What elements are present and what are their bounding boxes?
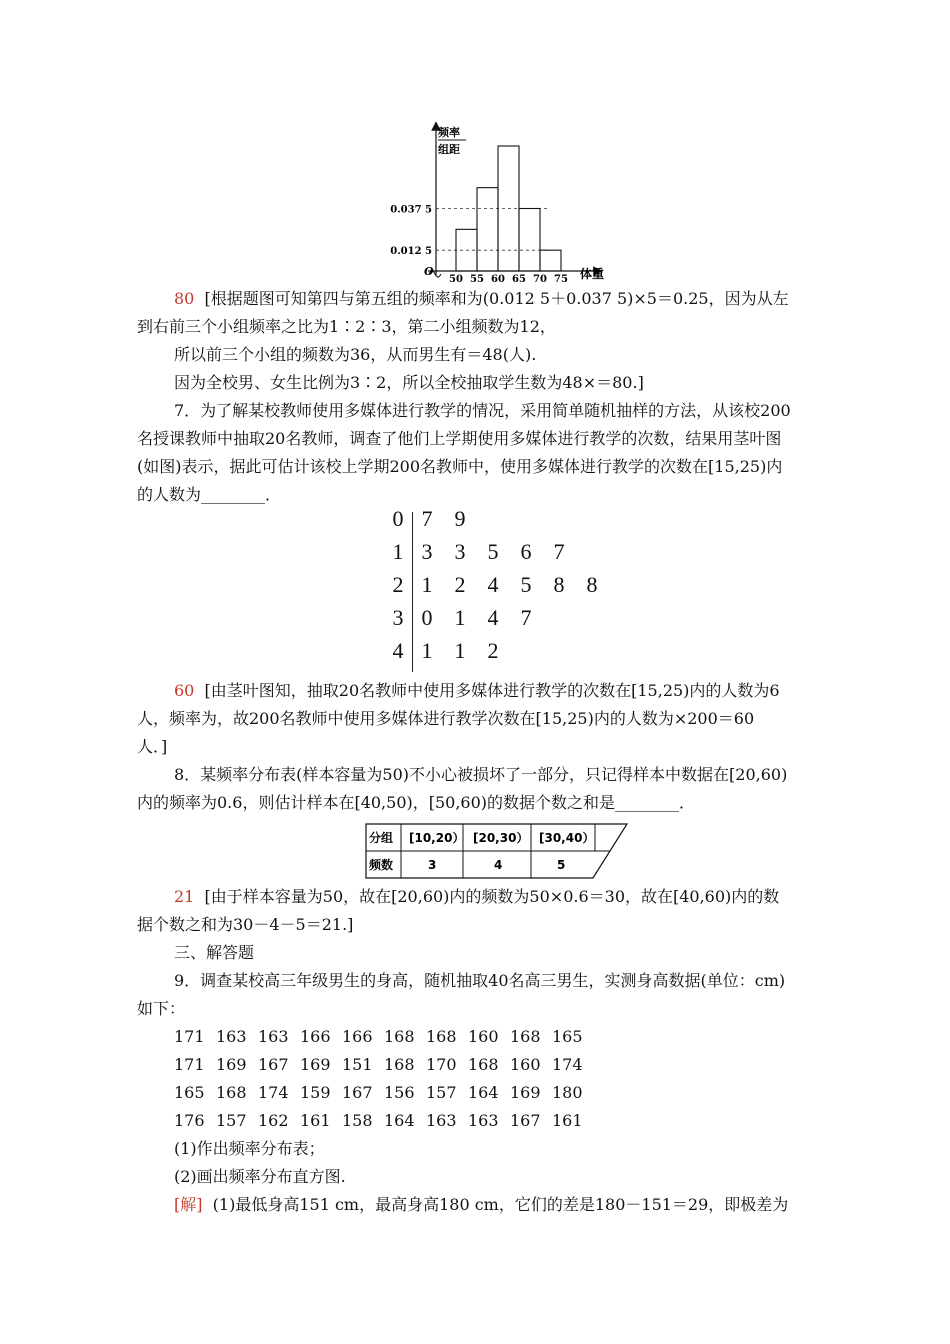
answer-6-text-1: [根据题图可知第四与第五组的频率和为(0.012 5＋0.037 5)×5＝0.25，因为从左	[204, 289, 789, 308]
leaf-value: 6	[520, 539, 532, 564]
question-8-line-1: 8．某频率分布表(样本容量为50)不小心被损坏了一部分，只记得样本中数据在[20,60)	[174, 765, 788, 784]
frequency-histogram	[380, 118, 620, 284]
x-tick-label: 70	[533, 274, 547, 284]
height-value: 174	[552, 1055, 583, 1074]
height-value: 161	[552, 1111, 583, 1130]
height-value: 163	[426, 1111, 457, 1130]
height-value: 167	[510, 1111, 541, 1130]
height-value: 163	[468, 1111, 499, 1130]
stem-leaf-row	[380, 638, 620, 670]
histogram-bar	[519, 209, 540, 272]
height-value: 163	[258, 1027, 289, 1046]
leaf-value: 0	[421, 605, 433, 630]
histogram-bar	[477, 188, 498, 271]
height-value: 169	[300, 1055, 331, 1074]
answer-8-text-1: [由于样本容量为50，故在[20,60)内的频数为50×0.6＝30，故在[40,60)内的数	[204, 887, 780, 906]
leaf-value: 1	[421, 638, 433, 663]
question-9-sub-1: (1)作出频率分布表；	[174, 1139, 325, 1158]
height-value: 166	[342, 1027, 373, 1046]
leaf-value: 2	[454, 572, 466, 597]
question-9-line-1: 9．调查某校高三年级男生的身高，随机抽取40名高三男生，实测身高数据(单位：cm)	[174, 971, 786, 990]
table-count-2: 4	[494, 858, 503, 872]
stem-value: 3	[392, 605, 404, 630]
height-value: 167	[258, 1055, 289, 1074]
height-value: 176	[174, 1111, 205, 1130]
height-value: 168	[216, 1083, 247, 1102]
leaf-value: 2	[487, 638, 499, 663]
leaf-value: 4	[487, 572, 499, 597]
answer-6-value: 80	[174, 289, 195, 308]
height-value: 163	[216, 1027, 247, 1046]
height-data-row	[174, 1055, 594, 1074]
height-value: 157	[216, 1111, 247, 1130]
y-label-top: 频率	[438, 126, 460, 139]
stem-value: 4	[392, 638, 404, 663]
stem-leaf-row	[380, 605, 620, 637]
stem-value: 1	[392, 539, 404, 564]
solution-9-line-1	[174, 1195, 788, 1215]
leaf-value: 7	[421, 506, 433, 531]
answer-6-line-2: 到右前三个小组频率之比为1∶2∶3，第二小组频数为12，	[137, 317, 556, 336]
height-value: 161	[300, 1111, 331, 1130]
answer-7-line-2: 人，频率为，故200名教师中使用多媒体进行教学次数在[15,25)内的人数为×200＝60	[137, 709, 755, 728]
height-value: 156	[384, 1083, 415, 1102]
leaf-value: 5	[487, 539, 499, 564]
x-tick-label: 75	[554, 274, 568, 284]
answer-6-line-1	[174, 289, 789, 309]
answer-6-line-3: 所以前三个小组的频数为36，从而男生有＝48(人).	[174, 345, 537, 364]
x-tick-label: 65	[512, 274, 526, 284]
answer-8-line-1	[174, 887, 779, 907]
stem-leaf-row	[380, 539, 620, 571]
question-7-line-3: (如图)表示，据此可估计该校上学期200名教师中，使用多媒体进行教学的次数在[15,25)内	[137, 457, 783, 476]
height-value: 168	[510, 1027, 541, 1046]
height-value: 168	[384, 1055, 415, 1074]
leaf-value: 8	[553, 572, 565, 597]
height-value: 171	[174, 1027, 205, 1046]
height-value: 164	[468, 1083, 499, 1102]
y-label-bottom: 组距	[438, 143, 460, 156]
question-9-line-2: 如下：	[137, 999, 186, 1018]
height-value: 160	[468, 1027, 499, 1046]
y-tick-label: 0.012 5	[390, 246, 432, 258]
stem-value: 2	[392, 572, 404, 597]
leaf-value: 3	[421, 539, 433, 564]
height-value: 168	[384, 1027, 415, 1046]
origin-label: O	[424, 265, 434, 278]
question-9-sub-2: (2)画出频率分布直方图.	[174, 1167, 346, 1186]
section-heading: 三、解答题	[174, 943, 255, 962]
height-value: 180	[552, 1083, 583, 1102]
x-tick-label: 50	[449, 274, 463, 284]
leaf-value: 8	[586, 572, 598, 597]
height-value: 165	[174, 1083, 205, 1102]
answer-7-text-1: [由茎叶图知，抽取20名教师中使用多媒体进行教学的次数在[15,25)内的人数为6	[204, 681, 780, 700]
answer-7-line-3: 人．]	[137, 737, 168, 756]
stem-leaf-row	[380, 506, 620, 538]
table-header-interval-1: [10,20）	[409, 831, 465, 845]
stem-leaf-plot	[380, 506, 620, 676]
x-tick-label: 60	[491, 274, 505, 284]
height-value: 167	[342, 1083, 373, 1102]
question-8-line-2: 内的频率为0.6，则估计样本在[40,50)，[50,60)的数据个数之和是________．	[137, 793, 696, 812]
height-value: 151	[342, 1055, 373, 1074]
stem-leaf-row	[380, 572, 620, 604]
table-header-interval-2: [20,30）	[473, 831, 529, 845]
height-value: 162	[258, 1111, 289, 1130]
solution-tag: [解]	[174, 1195, 203, 1214]
stem-value: 0	[392, 506, 404, 531]
question-7-line-4: 的人数为________．	[137, 485, 282, 504]
damaged-frequency-table	[365, 823, 635, 879]
x-axis-label: 体重	[580, 267, 605, 281]
answer-6-line-4: 因为全校男、女生比例为3∶2，所以全校抽取学生数为48×＝80.]	[174, 373, 644, 392]
leaf-value: 1	[421, 572, 433, 597]
height-value: 165	[552, 1027, 583, 1046]
height-value: 170	[426, 1055, 457, 1074]
solution-9-text: (1)最低身高151 cm，最高身高180 cm，它们的差是180－151＝29，即极差为	[212, 1195, 789, 1214]
answer-7-line-1	[174, 681, 780, 701]
height-value: 164	[384, 1111, 415, 1130]
height-value: 171	[174, 1055, 205, 1074]
table-header-group: 分组	[369, 831, 394, 845]
height-data-row	[174, 1111, 594, 1130]
height-value: 166	[300, 1027, 331, 1046]
height-value: 160	[510, 1055, 541, 1074]
leaf-value: 7	[553, 539, 565, 564]
table-count-3: 5	[557, 858, 566, 872]
leaf-value: 3	[454, 539, 466, 564]
table-row-label-count: 频数	[369, 858, 394, 872]
leaf-value: 5	[520, 572, 532, 597]
leaf-value: 1	[454, 638, 466, 663]
leaf-value: 4	[487, 605, 499, 630]
height-value: 168	[468, 1055, 499, 1074]
leaf-value: 7	[520, 605, 532, 630]
answer-8-line-2: 据个数之和为30－4－5＝21.]	[137, 915, 354, 934]
height-value: 157	[426, 1083, 457, 1102]
height-value: 158	[342, 1111, 373, 1130]
height-value: 169	[510, 1083, 541, 1102]
height-value: 174	[258, 1083, 289, 1102]
height-value: 168	[426, 1027, 457, 1046]
leaf-value: 1	[454, 605, 466, 630]
y-tick-label: 0.037 5	[390, 204, 432, 216]
height-value: 169	[216, 1055, 247, 1074]
height-value: 159	[300, 1083, 331, 1102]
leaf-value: 9	[454, 506, 466, 531]
x-tick-label: 55	[470, 274, 484, 284]
height-data-row	[174, 1027, 594, 1046]
histogram-bar	[540, 250, 561, 271]
question-7-line-2: 名授课教师中抽取20名教师，调查了他们上学期使用多媒体进行教学的次数，结果用茎叶图	[137, 429, 782, 448]
table-header-interval-3: [30,40）	[539, 831, 595, 845]
answer-8-value: 21	[174, 887, 195, 906]
table-count-1: 3	[428, 858, 437, 872]
answer-7-value: 60	[174, 681, 195, 700]
question-7-line-1: 7．为了解某校教师使用多媒体进行教学的情况，采用简单随机抽样的方法，从该校200	[174, 401, 791, 420]
height-data-row	[174, 1083, 594, 1102]
